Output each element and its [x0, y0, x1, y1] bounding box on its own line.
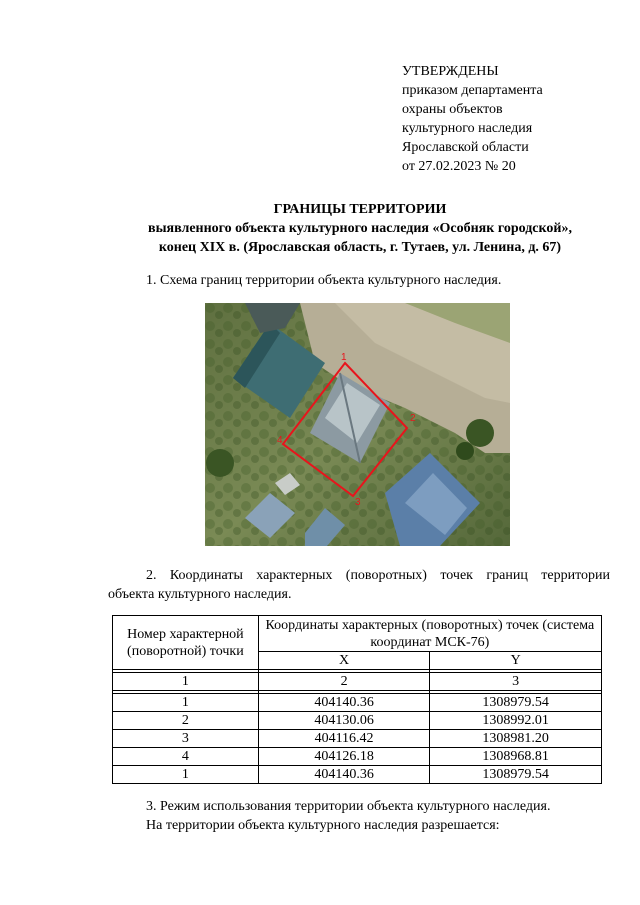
y-cell: 1308968.81 [430, 748, 602, 766]
y-cell: 1308979.54 [430, 766, 602, 784]
header-x: X [258, 652, 430, 670]
point-number-cell: 4 [113, 748, 259, 766]
point-label-1: 1 [341, 352, 347, 363]
approval-line: приказом департамента [402, 83, 543, 98]
header-coordinates-label: Координаты характерных (поворотных) точек (система координат МСК-76) [265, 617, 595, 650]
section-1-heading: 1. Схема границ территории объекта культурного наследия. [146, 273, 502, 288]
title-line-3: конец XIX в. (Ярославская область, г. Тутаев, ул. Ленина, д. 67) [158, 240, 562, 255]
approval-stamp [402, 62, 543, 176]
table-row [113, 730, 602, 748]
index-cell: 3 [430, 673, 602, 691]
table-row [113, 748, 602, 766]
section-2-line-2: объекта культурного наследия. [108, 587, 292, 602]
point-label-4: 4 [277, 435, 283, 446]
approval-line: от 27.02.2023 № 20 [402, 159, 516, 174]
aerial-map-image [205, 303, 510, 546]
approval-line: культурного наследия [402, 121, 533, 136]
point-number-cell: 1 [113, 694, 259, 712]
section-2-heading [108, 566, 610, 604]
index-cell: 1 [113, 673, 259, 691]
point-number-cell: 2 [113, 712, 259, 730]
x-cell: 404140.36 [258, 694, 430, 712]
table-header-row [113, 616, 602, 652]
y-cell: 1308979.54 [430, 694, 602, 712]
section-3-text: На территории объекта культурного наследия разрешается: [146, 818, 500, 833]
table-index-row [113, 673, 602, 691]
table-row [113, 694, 602, 712]
index-cell: 2 [258, 673, 430, 691]
point-label-2: 2 [410, 413, 416, 424]
x-cell: 404140.36 [258, 766, 430, 784]
table-row [113, 766, 602, 784]
section-3-heading: 3. Режим использования территории объекта культурного наследия. [146, 799, 551, 814]
section-2-line-1: 2. Координаты характерных (поворотных) точек границ территории [146, 568, 610, 583]
table-row [113, 712, 602, 730]
approval-line: Ярославской области [402, 140, 529, 155]
x-cell: 404126.18 [258, 748, 430, 766]
point-number-cell: 1 [113, 766, 259, 784]
document-title [100, 200, 620, 257]
title-line-2: выявленного объекта культурного наследия «Особняк городской», [148, 221, 572, 236]
approval-line: УТВЕРЖДЕНЫ [402, 64, 499, 79]
point-label-3: 3 [355, 497, 361, 508]
header-coordinates [258, 616, 601, 652]
x-cell: 404116.42 [258, 730, 430, 748]
point-number-cell: 3 [113, 730, 259, 748]
header-point-label: Номер характерной (поворотной) точки [127, 626, 244, 659]
approval-line: охраны объектов [402, 102, 503, 117]
y-cell: 1308992.01 [430, 712, 602, 730]
y-cell: 1308981.20 [430, 730, 602, 748]
header-point-number [113, 616, 259, 670]
title-line-1: ГРАНИЦЫ ТЕРРИТОРИИ [273, 202, 447, 217]
x-cell: 404130.06 [258, 712, 430, 730]
header-y: Y [430, 652, 602, 670]
coordinates-table [112, 615, 602, 784]
